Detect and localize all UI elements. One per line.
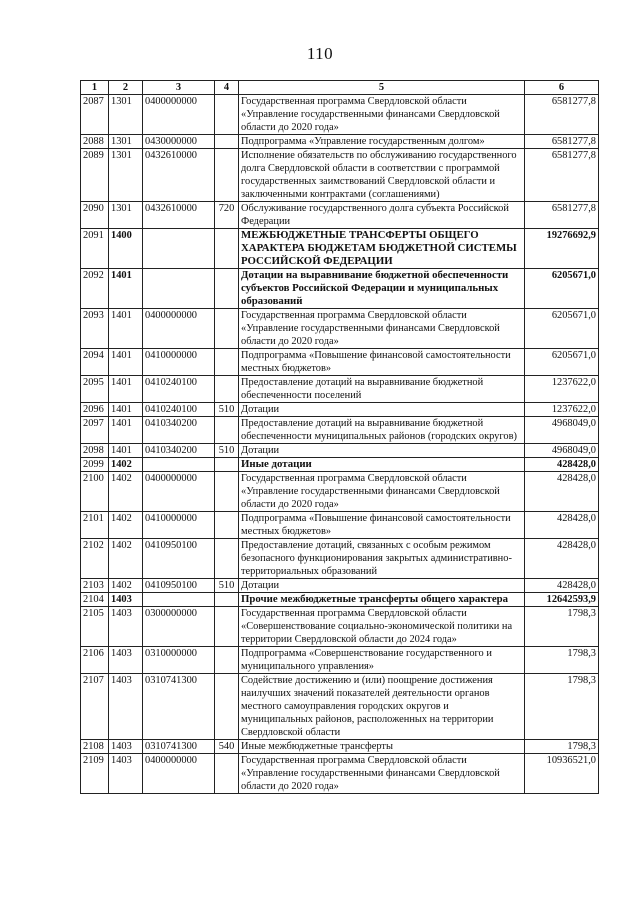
header-col-2: 2 <box>109 81 143 95</box>
item-name-cell: Государственная программа Свердловской области «Совершенствование социально-экономической политики на территории Свердловской области до 2024 года» <box>239 607 525 647</box>
row-number-cell: 2092 <box>81 269 109 309</box>
row-number-cell: 2104 <box>81 593 109 607</box>
row-number-cell: 2108 <box>81 740 109 754</box>
row-number-cell: 2094 <box>81 349 109 376</box>
table-row <box>81 309 599 349</box>
table-row <box>81 376 599 403</box>
expense-type-cell: 720 <box>215 202 239 229</box>
target-article-cell: 0432610000 <box>143 149 215 202</box>
section-code-cell: 1403 <box>109 754 143 794</box>
expense-type-cell: 510 <box>215 579 239 593</box>
amount-cell: 1237622,0 <box>525 403 599 417</box>
row-number-cell: 2099 <box>81 458 109 472</box>
table-row <box>81 754 599 794</box>
expense-type-cell <box>215 269 239 309</box>
table-row <box>81 417 599 444</box>
section-code-cell: 1401 <box>109 417 143 444</box>
amount-cell: 428428,0 <box>525 512 599 539</box>
item-name-cell: Предоставление дотаций, связанных с особым режимом безопасного функционирования закрытых административно-территориальных образований <box>239 539 525 579</box>
header-col-1: 1 <box>81 81 109 95</box>
target-article-cell: 0410000000 <box>143 349 215 376</box>
target-article-cell: 0400000000 <box>143 754 215 794</box>
table-row <box>81 269 599 309</box>
row-number-cell: 2098 <box>81 444 109 458</box>
table-row <box>81 95 599 135</box>
target-article-cell: 0410950100 <box>143 579 215 593</box>
table-row <box>81 647 599 674</box>
row-number-cell: 2090 <box>81 202 109 229</box>
row-number-cell: 2097 <box>81 417 109 444</box>
amount-cell: 6581277,8 <box>525 202 599 229</box>
section-code-cell: 1401 <box>109 403 143 417</box>
item-name-cell: Прочие межбюджетные трансферты общего характера <box>239 593 525 607</box>
amount-cell: 1798,3 <box>525 647 599 674</box>
target-article-cell <box>143 458 215 472</box>
section-code-cell: 1403 <box>109 593 143 607</box>
expense-type-cell: 510 <box>215 403 239 417</box>
row-number-cell: 2091 <box>81 229 109 269</box>
item-name-cell: Исполнение обязательств по обслуживанию государственного долга Свердловской области в соответствии с программой государственных заимствований Свердловской области и заключенными контрактами (соглашениями) <box>239 149 525 202</box>
row-number-cell: 2088 <box>81 135 109 149</box>
item-name-cell: Подпрограмма «Повышение финансовой самостоятельности местных бюджетов» <box>239 349 525 376</box>
amount-cell: 6581277,8 <box>525 149 599 202</box>
target-article-cell: 0410340200 <box>143 444 215 458</box>
target-article-cell: 0400000000 <box>143 309 215 349</box>
target-article-cell: 0400000000 <box>143 472 215 512</box>
table-row <box>81 403 599 417</box>
target-article-cell: 0410240100 <box>143 376 215 403</box>
amount-cell: 6205671,0 <box>525 349 599 376</box>
table-row <box>81 539 599 579</box>
section-code-cell: 1401 <box>109 349 143 376</box>
target-article-cell: 0310741300 <box>143 674 215 740</box>
section-code-cell: 1301 <box>109 202 143 229</box>
table-row <box>81 458 599 472</box>
section-code-cell: 1402 <box>109 579 143 593</box>
table-row <box>81 674 599 740</box>
amount-cell: 428428,0 <box>525 458 599 472</box>
item-name-cell: Дотации <box>239 403 525 417</box>
table-row <box>81 229 599 269</box>
item-name-cell: Дотации на выравнивание бюджетной обеспеченности субъектов Российской Федерации и муниципальных образований <box>239 269 525 309</box>
item-name-cell: Дотации <box>239 579 525 593</box>
expense-type-cell <box>215 458 239 472</box>
amount-cell: 6205671,0 <box>525 309 599 349</box>
expense-type-cell <box>215 229 239 269</box>
row-number-cell: 2089 <box>81 149 109 202</box>
amount-cell: 10936521,0 <box>525 754 599 794</box>
amount-cell: 1798,3 <box>525 674 599 740</box>
section-code-cell: 1301 <box>109 135 143 149</box>
amount-cell: 428428,0 <box>525 539 599 579</box>
header-col-4: 4 <box>215 81 239 95</box>
table-row <box>81 512 599 539</box>
item-name-cell: Обслуживание государственного долга субъекта Российской Федерации <box>239 202 525 229</box>
item-name-cell: Содействие достижению и (или) поощрение достижения наилучших значений показателей деятельности органов местного самоуправления городских округов и муниципальных районов, расположенных на территории Свердловской области <box>239 674 525 740</box>
target-article-cell <box>143 229 215 269</box>
target-article-cell: 0310741300 <box>143 740 215 754</box>
header-col-5: 5 <box>239 81 525 95</box>
row-number-cell: 2096 <box>81 403 109 417</box>
amount-cell: 6581277,8 <box>525 135 599 149</box>
item-name-cell: Предоставление дотаций на выравнивание бюджетной обеспеченности муниципальных районов (городских округов) <box>239 417 525 444</box>
expense-type-cell <box>215 309 239 349</box>
item-name-cell: Подпрограмма «Управление государственным долгом» <box>239 135 525 149</box>
row-number-cell: 2102 <box>81 539 109 579</box>
section-code-cell: 1401 <box>109 376 143 403</box>
amount-cell: 4968049,0 <box>525 444 599 458</box>
table-row <box>81 444 599 458</box>
item-name-cell: Предоставление дотаций на выравнивание бюджетной обеспеченности поселений <box>239 376 525 403</box>
amount-cell: 1237622,0 <box>525 376 599 403</box>
row-number-cell: 2109 <box>81 754 109 794</box>
row-number-cell: 2105 <box>81 607 109 647</box>
expense-type-cell <box>215 539 239 579</box>
expense-type-cell: 540 <box>215 740 239 754</box>
section-code-cell: 1403 <box>109 740 143 754</box>
table-row <box>81 135 599 149</box>
section-code-cell: 1301 <box>109 149 143 202</box>
table-row <box>81 579 599 593</box>
item-name-cell: Иные межбюджетные трансферты <box>239 740 525 754</box>
item-name-cell: Государственная программа Свердловской области «Управление государственными финансами Свердловской области до 2020 года» <box>239 309 525 349</box>
expense-type-cell <box>215 472 239 512</box>
expense-type-cell <box>215 135 239 149</box>
section-code-cell: 1402 <box>109 458 143 472</box>
row-number-cell: 2107 <box>81 674 109 740</box>
table-row <box>81 593 599 607</box>
expense-type-cell <box>215 593 239 607</box>
table-header-row <box>81 81 599 95</box>
section-code-cell: 1400 <box>109 229 143 269</box>
expense-type-cell <box>215 376 239 403</box>
table-row <box>81 202 599 229</box>
row-number-cell: 2093 <box>81 309 109 349</box>
row-number-cell: 2100 <box>81 472 109 512</box>
expense-type-cell <box>215 149 239 202</box>
table-row <box>81 740 599 754</box>
amount-cell: 4968049,0 <box>525 417 599 444</box>
expense-type-cell <box>215 512 239 539</box>
row-number-cell: 2095 <box>81 376 109 403</box>
amount-cell: 19276692,9 <box>525 229 599 269</box>
row-number-cell: 2103 <box>81 579 109 593</box>
row-number-cell: 2101 <box>81 512 109 539</box>
item-name-cell: Государственная программа Свердловской области «Управление государственными финансами Свердловской области до 2020 года» <box>239 754 525 794</box>
target-article-cell: 0430000000 <box>143 135 215 149</box>
amount-cell: 1798,3 <box>525 740 599 754</box>
expense-type-cell <box>215 674 239 740</box>
amount-cell: 6205671,0 <box>525 269 599 309</box>
section-code-cell: 1402 <box>109 472 143 512</box>
amount-cell: 12642593,9 <box>525 593 599 607</box>
target-article-cell: 0410340200 <box>143 417 215 444</box>
table-row <box>81 349 599 376</box>
item-name-cell: Государственная программа Свердловской области «Управление государственными финансами Свердловской области до 2020 года» <box>239 472 525 512</box>
expense-type-cell <box>215 607 239 647</box>
amount-cell: 1798,3 <box>525 607 599 647</box>
row-number-cell: 2087 <box>81 95 109 135</box>
section-code-cell: 1401 <box>109 444 143 458</box>
section-code-cell: 1401 <box>109 309 143 349</box>
amount-cell: 428428,0 <box>525 472 599 512</box>
item-name-cell: МЕЖБЮДЖЕТНЫЕ ТРАНСФЕРТЫ ОБЩЕГО ХАРАКТЕРА БЮДЖЕТАМ БЮДЖЕТНОЙ СИСТЕМЫ РОССИЙСКОЙ ФЕДЕРАЦИИ <box>239 229 525 269</box>
target-article-cell: 0400000000 <box>143 95 215 135</box>
expense-type-cell <box>215 95 239 135</box>
item-name-cell: Подпрограмма «Совершенствование государственного и муниципального управления» <box>239 647 525 674</box>
header-col-6: 6 <box>525 81 599 95</box>
item-name-cell: Государственная программа Свердловской области «Управление государственными финансами Свердловской области до 2020 года» <box>239 95 525 135</box>
table-row <box>81 149 599 202</box>
section-code-cell: 1401 <box>109 269 143 309</box>
target-article-cell: 0432610000 <box>143 202 215 229</box>
section-code-cell: 1403 <box>109 674 143 740</box>
expense-type-cell <box>215 349 239 376</box>
expense-type-cell: 510 <box>215 444 239 458</box>
section-code-cell: 1301 <box>109 95 143 135</box>
section-code-cell: 1403 <box>109 647 143 674</box>
target-article-cell <box>143 269 215 309</box>
amount-cell: 6581277,8 <box>525 95 599 135</box>
item-name-cell: Иные дотации <box>239 458 525 472</box>
table-row <box>81 472 599 512</box>
expense-type-cell <box>215 417 239 444</box>
expense-type-cell <box>215 647 239 674</box>
section-code-cell: 1402 <box>109 539 143 579</box>
expense-type-cell <box>215 754 239 794</box>
target-article-cell <box>143 593 215 607</box>
target-article-cell: 0410950100 <box>143 539 215 579</box>
item-name-cell: Дотации <box>239 444 525 458</box>
row-number-cell: 2106 <box>81 647 109 674</box>
target-article-cell: 0410240100 <box>143 403 215 417</box>
target-article-cell: 0310000000 <box>143 647 215 674</box>
section-code-cell: 1403 <box>109 607 143 647</box>
target-article-cell: 0300000000 <box>143 607 215 647</box>
table-row <box>81 607 599 647</box>
amount-cell: 428428,0 <box>525 579 599 593</box>
header-col-3: 3 <box>143 81 215 95</box>
page-number: 110 <box>306 44 334 63</box>
section-code-cell: 1402 <box>109 512 143 539</box>
budget-table <box>80 80 599 794</box>
item-name-cell: Подпрограмма «Повышение финансовой самостоятельности местных бюджетов» <box>239 512 525 539</box>
target-article-cell: 0410000000 <box>143 512 215 539</box>
